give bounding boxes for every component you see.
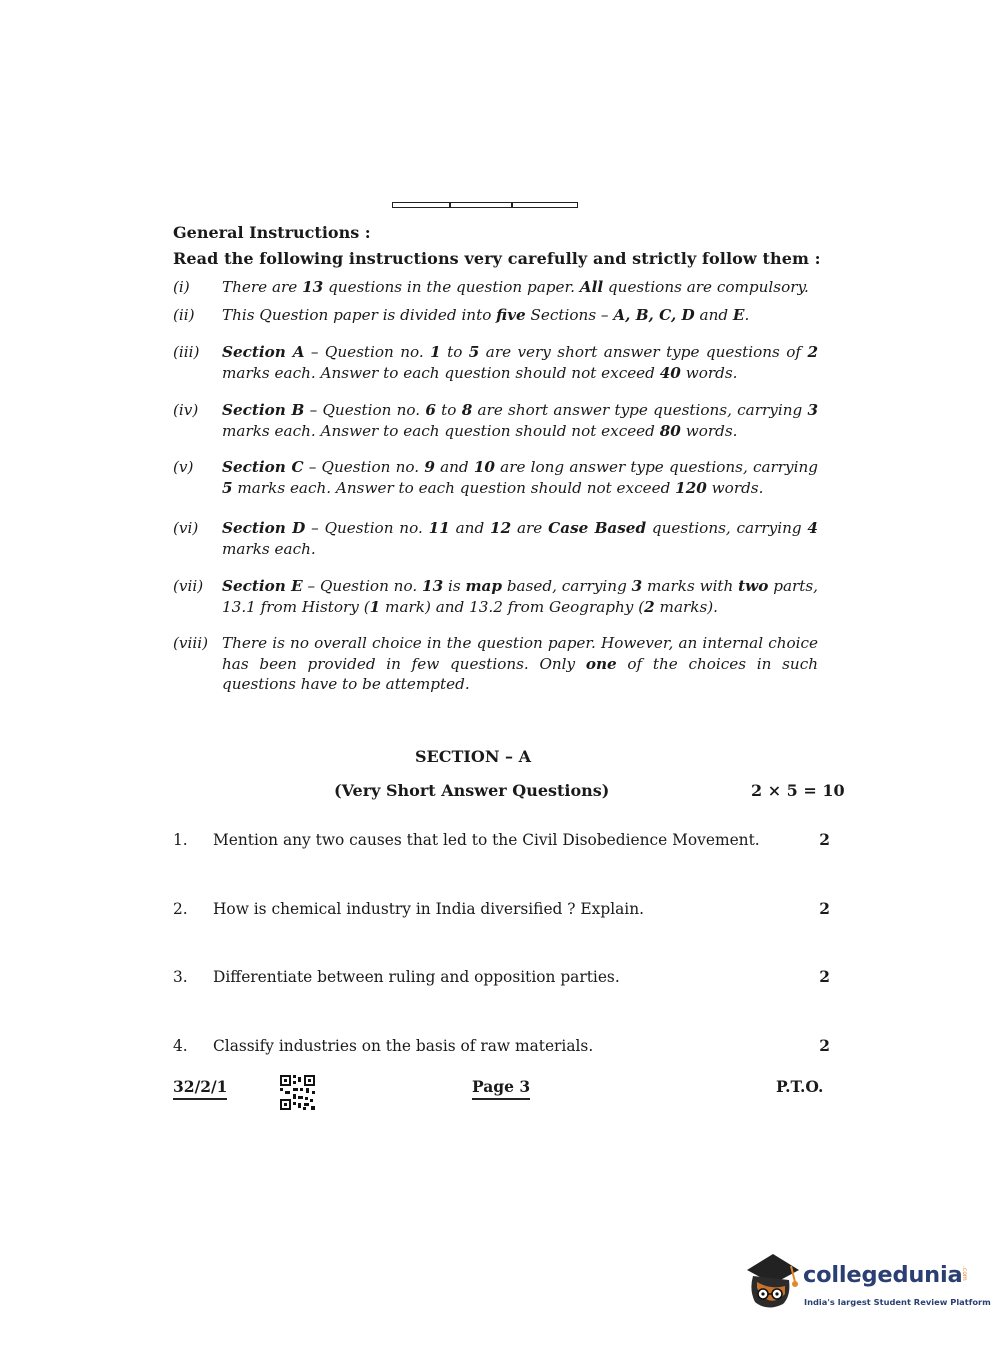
question-text: Classify industries on the basis of raw materials. [213,1037,594,1055]
question-text: Differentiate between ruling and opposition parties. [213,968,620,986]
logo-wordmark: collegedunia [803,1262,963,1288]
instruction-item: (iii) Section A – Question no. 1 to 5 are very short answer type questions of 2 marks each. Answer to each question should not exceed 40 words. [173,343,819,382]
question-marks: 2 [819,900,830,918]
instruction-item: (v) Section C – Question no. 9 and 10 are long answer type questions, carrying 5 marks each. Answer to each question should not exceed 120 words. [173,458,818,497]
instruction-item: (viii) There is no overall choice in the question paper. However, an internal choice has been provided in few questions. Only one of the choices in such questions have to be attempted. [173,634,818,693]
paper-code: 32/2/1 [173,1077,227,1100]
section-marks: 2 × 5 = 10 [751,781,845,800]
general-instructions-read: Read the following instructions very carefully and strictly follow them : [173,249,821,268]
top-rule [392,202,578,208]
question-marks: 2 [819,1037,830,1055]
question-number: 2. [173,900,188,918]
question-text: How is chemical industry in India diversified ? Explain. [213,900,645,918]
instruction-item: (ii) This Question paper is divided into five Sections – A, B, C, D and E. [173,306,750,324]
logo-tagline: India's largest Student Review Platform [804,1297,991,1307]
question-text: Mention any two causes that led to the Civil Disobedience Movement. [213,831,760,849]
instruction-item: (vii) Section E – Question no. 13 is map based, carrying 3 marks with two parts, 13.1 from History (1 mark) and 13.2 from Geography (2 marks). [173,577,818,616]
page-number: Page 3 [472,1077,530,1100]
question-number: 1. [173,831,188,849]
collegedunia-mascot-icon [743,1250,801,1316]
question-number: 4. [173,1037,188,1055]
question-number: 3. [173,968,188,986]
pto-label: P.T.O. [776,1077,824,1096]
instruction-item: (vi) Section D – Question no. 11 and 12 are Case Based questions, carrying 4 marks each. [173,519,818,558]
section-heading: SECTION – A [415,747,531,766]
qr-code-icon [279,1074,316,1111]
question-marks: 2 [819,968,830,986]
logo-dotcom: .com [961,1266,968,1281]
section-subheading: (Very Short Answer Questions) [334,781,610,800]
general-instructions-title: General Instructions : [173,223,371,242]
instruction-item: (i) There are 13 questions in the question paper. All questions are compulsory. [173,278,809,296]
question-marks: 2 [819,831,830,849]
instruction-item: (iv) Section B – Question no. 6 to 8 are short answer type questions, carrying 3 marks each. Answer to each question should not exceed 80 words. [173,401,819,440]
